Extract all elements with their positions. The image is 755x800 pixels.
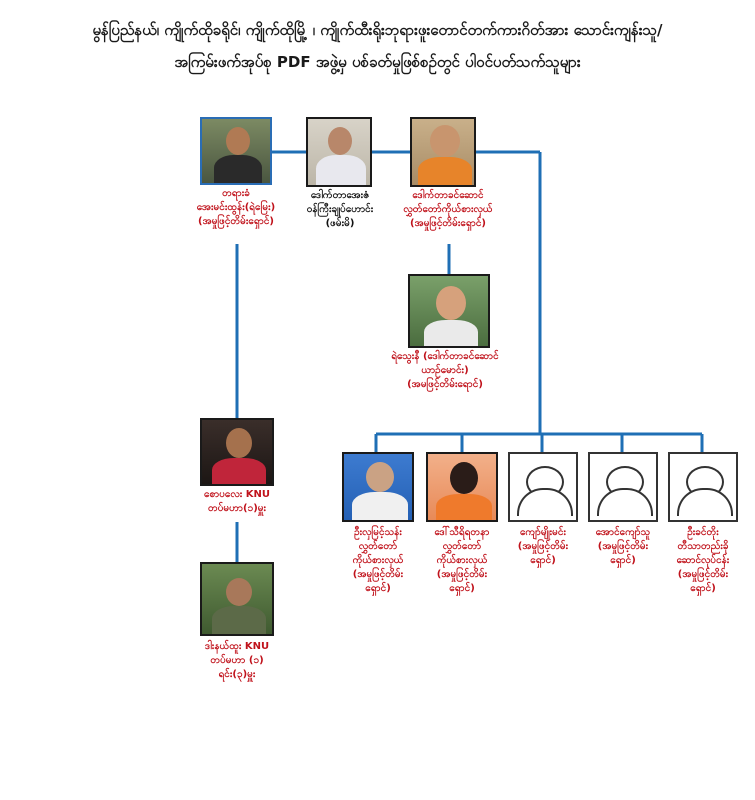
caption-p5: စောပလေး KNU တပ်မဟာ(၁)မှူး: [204, 489, 270, 514]
caption-p7: ဦးလှမြင့်သန်း လွှတ်တော် ကိုယ်စားလှယ် (အမှုဖြင့်တိမ်း ရှောင်): [352, 527, 404, 594]
photo-p2: [306, 117, 372, 187]
header-title-line2: အကြမ်းဖက်အုပ်စု PDF အဖွဲ့မှ ပစ်ခတ်မှုဖြစ်စဉ်တွင် ပါဝင်ပတ်သက်သူများ: [174, 53, 581, 71]
photo-p1: [200, 117, 272, 185]
caption-p11: ဦးခင်တိုး တီသာတည်းခို ဆောင်လုပ်ငန်း (အမှုဖြင့်တိမ်း ရှောင်): [676, 527, 730, 594]
photo-p6: [200, 562, 274, 636]
photo-p7: [342, 452, 414, 522]
caption-p9: ကျော်မျိုးမင်း (အမှုဖြင့်တိမ်း ရှောင်): [517, 527, 569, 566]
caption-p4: ရဲသွေးနီ (ဒေါက်တာခင်ဆောင် ယာဉ်မောင်း) (အမဖြင့်တိမ်းရောင်): [391, 351, 499, 390]
photo-placeholder-p11: [668, 452, 738, 522]
photo-placeholder-p10: [588, 452, 658, 522]
photo-p3: [410, 117, 476, 187]
caption-p8: ဒေါ်သီရိရတနာ လွှတ်တော် ကိုယ်စားလှယ် (အမှုဖြင့်တိမ်း ရှောင်): [434, 527, 490, 594]
photo-p5: [200, 418, 274, 486]
photo-p4: [408, 274, 490, 348]
header-title-line1: မွန်ပြည်နယ်၊ ကျိုက်ထိုခရိုင်၊ ကျိုက်ထိုမြို့ ၊ ကျိုက်ထီးရိုးဘုရားဖူးတောင်တက်ကားဂိတ်အား သောင်းကျန်းသူ/: [92, 21, 663, 39]
photo-p8: [426, 452, 498, 522]
caption-p6: ဒါးနယ်ထူး KNU တပ်မဟာ (၁) ရင်း(၃)မှူး: [204, 641, 270, 680]
caption-p1: တရားခံ အေးမင်းထွန်း(ရဲမြေး) (အမှုဖြင့်တိမ်းရှောင်): [196, 188, 276, 227]
photo-placeholder-p9: [508, 452, 578, 522]
caption-p2: ဒေါက်တာအေးဇံ ဝန်ကြီးချုပ်ဟောင်း (ဖမ်းမိ): [306, 190, 374, 229]
caption-p10: အောင်ကျော်သူ (အမှုဖြင့်တိမ်း ရှောင်): [595, 527, 651, 566]
caption-p3: ဒေါက်တာခင်ဆောင် လွှတ်တော်ကိုယ်စားလှယ် (အမှုဖြင့်တိမ်းရှောင်): [403, 190, 493, 229]
